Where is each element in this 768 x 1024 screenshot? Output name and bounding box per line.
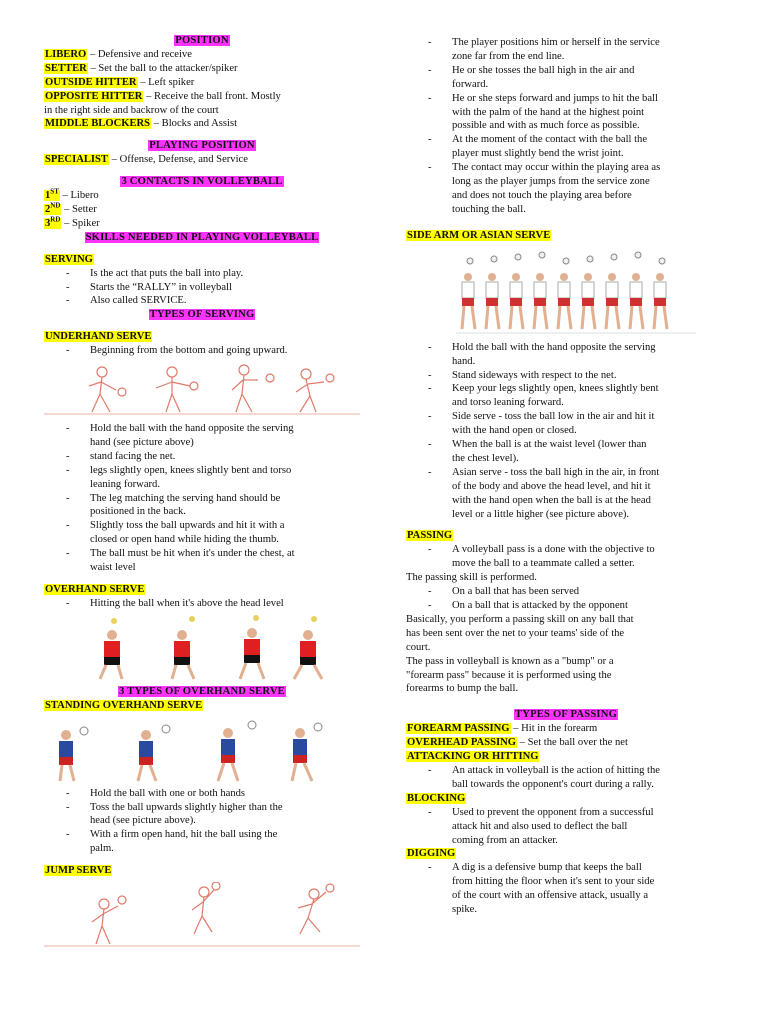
underhand-title: UNDERHAND SERVE	[45, 331, 152, 343]
bullet-line: move the ball to a teammate called a setter.	[452, 558, 635, 570]
bullet-text	[90, 464, 360, 492]
bullet-line: with the hand open or closed.	[452, 425, 577, 437]
bullet-line: Starts the “RALLY” in volleyball	[90, 281, 232, 293]
bullet-line: Hold the ball with the hand opposite the serving	[90, 423, 294, 435]
overhand-title: OVERHAND SERVE	[45, 584, 145, 595]
bullet-dash: -	[428, 37, 432, 48]
bullet-dash: -	[428, 764, 432, 776]
bullet-text	[452, 438, 726, 466]
bullet-line: The ball must be hit when it's under the chest, at	[90, 548, 295, 560]
bullet-line: An attack in volleyball is the action of hitting the	[452, 764, 661, 776]
bullet-line: Keep your legs slightly open, knees slightly bent	[452, 383, 659, 395]
bullet-text	[452, 133, 726, 161]
sidearm-bullet	[406, 341, 726, 369]
sidearm-figure	[534, 252, 547, 329]
contacts-header: 3 CONTACTS IN VOLLEYBALL	[121, 176, 283, 188]
bullet-line: Side serve - toss the ball low in the air and hit it	[452, 411, 655, 423]
passing-para-line: "forearm pass" because it is performed using the	[406, 669, 612, 681]
jump-serve-illustration	[44, 882, 360, 948]
bullet-line: and does not touch the playing area before	[452, 189, 632, 201]
bullet-line: The player positions him or herself in the service	[452, 37, 660, 48]
serving-bullets	[44, 267, 360, 309]
bullet-dash: -	[428, 92, 432, 104]
position-desc: – Defensive and receive	[87, 48, 192, 60]
bullet-text	[452, 764, 726, 792]
bullet-dash: -	[428, 64, 432, 76]
bullet-dash: -	[66, 464, 70, 476]
sidearm-figure	[654, 258, 667, 329]
bullet-dash: -	[66, 450, 70, 462]
bullet-line: Asian serve - toss the ball high in the air, in front	[452, 466, 660, 478]
ordinal-suffix: ND	[50, 201, 61, 210]
passing-bullet-item	[406, 599, 726, 613]
bullet-line: On a ball that has been served	[452, 586, 580, 598]
digging-bullet-item	[406, 861, 726, 917]
bullet-line: zone far from the end line.	[452, 50, 565, 62]
contacts-list	[44, 189, 360, 231]
bullet-line: Hold the ball with the hand opposite the serving	[452, 341, 656, 353]
jump-bullets	[406, 36, 726, 217]
sidearm-bullet	[406, 369, 726, 383]
bullet-line: player must slightly bend the wrist joint.	[452, 148, 624, 160]
positions-list	[44, 48, 360, 131]
bullet-dash: -	[428, 383, 432, 395]
bullet-text	[452, 369, 726, 383]
bullet-text	[90, 450, 360, 464]
contact-ordinal: 1ST	[45, 187, 59, 202]
bullet-text	[452, 599, 726, 613]
digging-title: DIGGING	[407, 848, 456, 860]
bullet-line: He or she steps forward and jumps to hit the ball	[452, 92, 658, 104]
bullet-line: Hold the ball with one or both hands	[90, 787, 246, 799]
bullet-text	[452, 410, 726, 438]
bullet-dash: -	[428, 806, 432, 818]
bullet-text	[452, 382, 726, 410]
sidearm-figure	[558, 258, 571, 329]
types-passing-header: TYPES OF PASSING	[514, 709, 618, 721]
bullet-text	[90, 801, 360, 829]
contact-desc: – Spiker	[61, 217, 100, 229]
bullet-text	[90, 787, 360, 801]
position-item	[44, 62, 360, 76]
sidearm-serve-illustration	[456, 247, 768, 337]
bullet-text	[90, 281, 360, 295]
bullet-line: The contact may occur within the playing area as	[452, 162, 661, 174]
passing-bullet-item	[406, 585, 726, 599]
bullet-line: long as the player jumps from the service zone	[452, 176, 650, 188]
attacking-title: ATTACKING OR HITTING	[407, 751, 539, 763]
standing-overhand-illustration	[44, 717, 360, 783]
left-column	[44, 34, 360, 952]
specialist-line: SPECIALIST – Offense, Defense, and Service	[45, 154, 248, 166]
jump-bullet	[406, 36, 726, 64]
bullet-line: stand facing the net.	[90, 450, 176, 462]
blocking-bullet-item	[406, 806, 726, 848]
overhand-serve-illustration	[44, 615, 360, 681]
bullet-line: With a firm open hand, hit the ball using the	[90, 829, 278, 841]
sidearm-figure	[510, 254, 523, 329]
sidearm-bullets	[406, 341, 726, 522]
underhand-bullet	[44, 450, 360, 464]
position-desc: – Blocks and Assist	[151, 118, 238, 130]
underhand-bullet	[44, 519, 360, 547]
bullet-line: Is the act that puts the ball into play.	[90, 267, 244, 279]
position-desc: – Left spiker	[137, 76, 195, 88]
bullet-text	[90, 422, 360, 450]
bullet-line: Toss the ball upwards slightly higher than the	[90, 801, 283, 813]
jump-bullet	[406, 92, 726, 134]
bullet-dash: -	[66, 423, 70, 435]
bullet-line: positioned in the back.	[90, 506, 186, 518]
position-item	[44, 90, 360, 104]
bullet-text	[90, 519, 360, 547]
bullet-line: level or a little higher (see picture above).	[452, 508, 630, 520]
sidearm-figure	[486, 256, 499, 329]
bullet-line: When the ball is at the waist level (lower than	[452, 439, 647, 451]
bullet-text	[452, 861, 726, 917]
contact-ordinal: 3RD	[45, 215, 61, 229]
bullet-dash: -	[66, 801, 70, 813]
bullet-line: attack hit and also used to deflect the ball	[452, 820, 628, 832]
sidearm-figure	[630, 252, 643, 329]
bullet-line: closed or open hand while hiding the thumb.	[90, 534, 279, 546]
bullet-line: leaning forward.	[90, 478, 161, 490]
bullet-line: hand.	[452, 355, 476, 367]
bullet-line: Stand sideways with respect to the net.	[452, 369, 617, 381]
bullet-dash: -	[66, 267, 70, 279]
passing-bullet-item	[406, 543, 726, 571]
contact-ordinal: 2ND	[45, 201, 61, 215]
passing-para-line: Basically, you perform a passing skill on any ball that	[406, 613, 634, 625]
serving-title: SERVING	[45, 253, 93, 265]
overhand-intro: - Hitting the ball when it's above the head level	[66, 597, 284, 609]
bullet-dash: -	[66, 281, 70, 293]
types-serving-header: TYPES OF SERVING	[149, 309, 255, 321]
bullet-dash: -	[428, 544, 432, 556]
bullet-dash: -	[66, 492, 70, 504]
contact-item	[44, 203, 360, 217]
passing-para-line: The pass in volleyball is known as a "bump" or a	[406, 655, 614, 667]
standing-bullets	[44, 787, 360, 857]
bullet-text	[452, 64, 726, 92]
bullet-text	[90, 547, 360, 575]
passing-para-line: forearms to bump the ball.	[406, 683, 519, 695]
bullet-line: legs slightly open, knees slightly bent and torso	[90, 464, 292, 476]
position-desc-cont: in the right side and backrow of the court	[44, 104, 219, 116]
passing-bullet	[406, 543, 726, 571]
sidearm-bullet	[406, 438, 726, 466]
bullet-text	[452, 585, 726, 599]
bullet-line: spike.	[452, 904, 478, 916]
blocking-title: BLOCKING	[407, 792, 466, 804]
bullet-line: Slightly toss the ball upwards and hit it with a	[90, 520, 285, 532]
bullet-line: hand (see picture above)	[90, 436, 194, 448]
position-item	[44, 117, 360, 131]
bullet-line: the chest level).	[452, 452, 519, 464]
serving-bullet	[44, 294, 360, 308]
position-name: SETTER	[45, 62, 87, 74]
ordinal-suffix: ST	[50, 187, 59, 196]
bullet-text	[90, 828, 360, 856]
bullet-text	[452, 36, 726, 64]
contact-item	[44, 217, 360, 231]
bullet-line: from hitting the floor when it's sent to your side	[452, 876, 655, 888]
sidearm-title: SIDE ARM OR ASIAN SERVE	[407, 229, 551, 241]
bullet-line: of the court with an offensive attack, usually a	[452, 890, 649, 902]
sidearm-figure	[606, 254, 619, 329]
bullet-dash: -	[428, 466, 432, 478]
standing-title: STANDING OVERHAND SERVE	[45, 699, 203, 711]
bullet-dash: -	[66, 520, 70, 532]
underhand-bullet	[44, 492, 360, 520]
bullet-line: possible and with as much force as possible.	[452, 120, 640, 132]
bullet-dash: -	[428, 411, 432, 423]
contact-item	[44, 189, 360, 203]
forearm-line: FOREARM PASSING – Hit in the forearm	[407, 723, 598, 735]
underhand-bullets	[44, 422, 360, 575]
bullet-dash: -	[428, 162, 432, 174]
bullet-text	[452, 341, 726, 369]
overhead-line: OVERHEAD PASSING – Set the ball over the net	[407, 737, 628, 749]
bullet-line: coming from an attacker.	[452, 834, 558, 846]
passing-paragraph-2	[406, 655, 726, 697]
blocking-bullet	[406, 806, 726, 848]
position-desc: – Set the ball to the attacker/spiker	[87, 62, 238, 74]
position-item	[44, 48, 360, 62]
passing-paragraph	[406, 613, 726, 655]
bullet-text	[90, 492, 360, 520]
underhand-bullet	[44, 547, 360, 575]
position-desc: – Receive the ball front. Mostly	[143, 90, 281, 102]
position-header: POSITION	[175, 35, 229, 46]
bullet-line: and torso leaning forward.	[452, 397, 564, 409]
passing-line: The passing skill is performed.	[406, 572, 537, 584]
bullet-line: He or she tosses the ball high in the air and	[452, 64, 635, 76]
bullet-line: forward.	[452, 78, 489, 90]
serving-bullet	[44, 281, 360, 295]
bullet-dash: -	[428, 134, 432, 146]
position-name: MIDDLE BLOCKERS	[45, 118, 151, 130]
bullet-line: At the moment of the contact with the ball the	[452, 134, 648, 146]
three-overhand-header: 3 TYPES OF OVERHAND SERVE	[119, 685, 285, 697]
sidearm-figure	[582, 256, 595, 329]
passing-para-line: court.	[406, 641, 431, 653]
passing-title: PASSING	[407, 530, 453, 542]
jump-bullet	[406, 64, 726, 92]
underhand-intro: - Beginning from the bottom and going upward.	[66, 345, 288, 357]
bullet-line: On a ball that is attacked by the opponent	[452, 600, 628, 611]
underhand-bullet	[44, 422, 360, 450]
standing-bullet	[44, 801, 360, 829]
bullet-line: Used to prevent the opponent from a successful	[452, 806, 654, 818]
position-item	[44, 76, 360, 90]
right-column	[406, 36, 726, 917]
bullet-line: A dig is a defensive bump that keeps the ball	[452, 862, 642, 874]
ordinal-suffix: RD	[50, 215, 61, 224]
contact-desc: – Setter	[61, 203, 97, 215]
jump-bullet	[406, 133, 726, 161]
bullet-dash: -	[428, 862, 432, 874]
bullet-text	[452, 92, 726, 134]
bullet-text	[452, 806, 726, 848]
bullet-dash: -	[428, 439, 432, 451]
bullet-text	[90, 294, 360, 308]
underhand-serve-illustration	[44, 362, 360, 418]
playing-position-header: PLAYING POSITION	[149, 140, 255, 152]
jump-bullet	[406, 161, 726, 217]
bullet-dash: -	[66, 787, 70, 799]
bullet-text	[452, 543, 726, 571]
underhand-bullet	[44, 464, 360, 492]
bullet-dash: -	[428, 586, 432, 598]
standing-bullet	[44, 787, 360, 801]
bullet-dash: -	[66, 829, 70, 841]
bullet-line: touching the ball.	[452, 203, 526, 215]
position-name: LIBERO	[45, 48, 87, 60]
skills-header: SKILLS NEEDED IN PLAYING VOLLEYBALL	[85, 231, 319, 243]
bullet-dash: -	[428, 600, 432, 611]
bullet-text	[452, 161, 726, 217]
bullet-text	[90, 267, 360, 281]
serving-bullet	[44, 267, 360, 281]
sidearm-bullet	[406, 466, 726, 522]
bullet-dash: -	[428, 341, 432, 353]
position-name: OUTSIDE HITTER	[45, 76, 137, 88]
passing-bullets	[406, 585, 726, 613]
bullet-line: Also called SERVICE.	[90, 295, 187, 307]
position-name: OPPOSITE HITTER	[45, 90, 143, 102]
bullet-line: with the hand open when the ball is at the head	[452, 494, 651, 506]
bullet-dash: -	[428, 369, 432, 381]
jump-title: JUMP SERVE	[45, 865, 112, 877]
bullet-line: waist level	[90, 562, 136, 574]
digging-bullet	[406, 861, 726, 917]
bullet-line: ball towards the opponent's court during a rally.	[452, 778, 654, 790]
passing-para-line: has been sent over the net to your teams' side of the	[406, 627, 625, 639]
bullet-line: of the body and above the head level, and hit it	[452, 480, 651, 492]
bullet-line: head (see picture above).	[90, 815, 196, 827]
bullet-line: with the palm of the hand at the highest point	[452, 106, 645, 118]
standing-bullet	[44, 828, 360, 856]
bullet-line: The leg matching the serving hand should be	[90, 492, 281, 504]
attacking-bullet-item	[406, 764, 726, 792]
sidearm-figure	[462, 258, 475, 329]
sidearm-bullet	[406, 382, 726, 410]
contact-desc: – Libero	[59, 190, 99, 202]
sidearm-bullet	[406, 410, 726, 438]
bullet-line: palm.	[90, 843, 114, 855]
bullet-dash: -	[66, 548, 70, 560]
attacking-bullet	[406, 764, 726, 792]
bullet-line: A volleyball pass is a done with the objective to	[452, 544, 655, 556]
bullet-dash: -	[66, 295, 70, 307]
bullet-text	[452, 466, 726, 522]
